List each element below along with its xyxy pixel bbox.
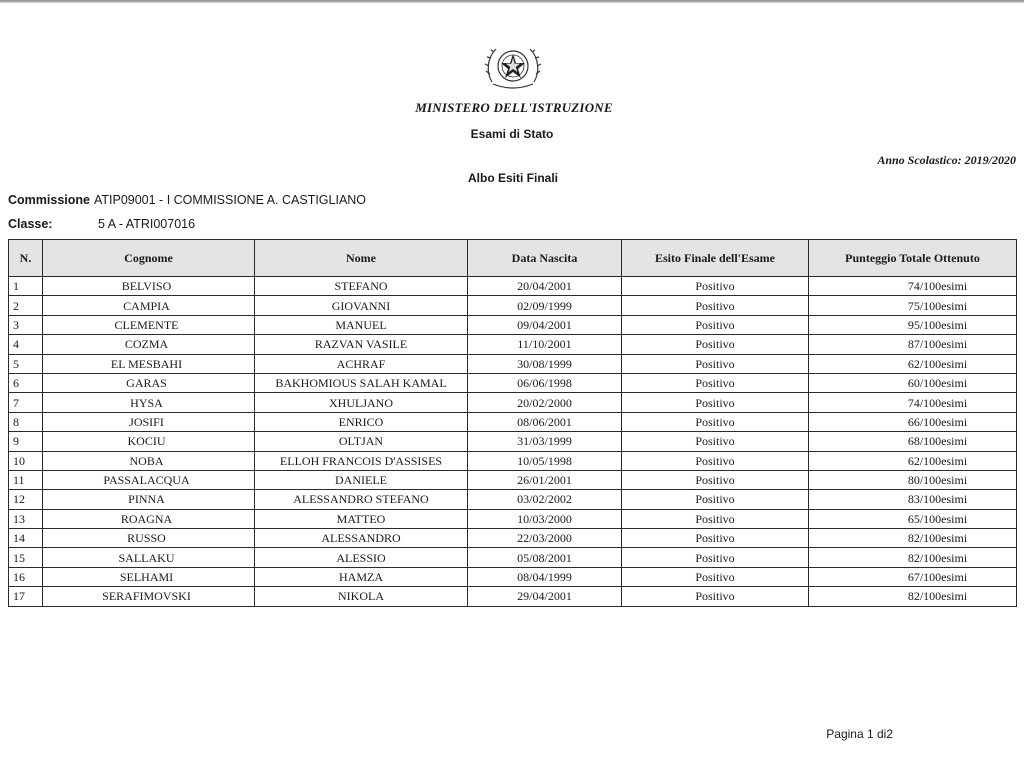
table-row xyxy=(9,529,1017,548)
row-number: 4 xyxy=(9,335,43,354)
table-row xyxy=(9,490,1017,509)
table-row xyxy=(9,548,1017,567)
student-surname: KOCIU xyxy=(43,432,255,451)
table-row xyxy=(9,451,1017,470)
student-surname: CAMPIA xyxy=(43,296,255,315)
birth-date: 09/04/2001 xyxy=(468,315,622,334)
table-row xyxy=(9,412,1017,431)
exam-result: Positivo xyxy=(622,335,809,354)
exam-result: Positivo xyxy=(622,373,809,392)
class-label: Classe: xyxy=(8,217,53,231)
table-row xyxy=(9,296,1017,315)
row-number: 5 xyxy=(9,354,43,373)
commission-label: Commissione xyxy=(8,193,90,207)
total-score: 87/100esimi xyxy=(809,335,1017,354)
exam-result: Positivo xyxy=(622,393,809,412)
document-title: Albo Esiti Finali xyxy=(467,171,558,185)
birth-date: 08/04/1999 xyxy=(468,567,622,586)
birth-date: 31/03/1999 xyxy=(468,432,622,451)
birth-date: 22/03/2000 xyxy=(468,529,622,548)
row-number: 3 xyxy=(9,315,43,334)
column-header-name: Nome xyxy=(255,240,468,277)
student-name: STEFANO xyxy=(255,277,468,296)
exam-result: Positivo xyxy=(622,509,809,528)
total-score: 62/100esimi xyxy=(809,451,1017,470)
exam-result: Positivo xyxy=(622,470,809,489)
birth-date: 03/02/2002 xyxy=(468,490,622,509)
student-surname: PASSALACQUA xyxy=(43,470,255,489)
ministry-title: MINISTERO DELL'ISTRUZIONE xyxy=(415,100,613,115)
class-line xyxy=(8,217,195,231)
student-surname: BELVISO xyxy=(43,277,255,296)
student-name: RAZVAN VASILE xyxy=(255,335,468,354)
page-number: Pagina 1 di2 xyxy=(826,727,893,741)
birth-date: 02/09/1999 xyxy=(468,296,622,315)
total-score: 74/100esimi xyxy=(809,393,1017,412)
student-name: ALESSANDRO STEFANO xyxy=(255,490,468,509)
student-surname: CLEMENTE xyxy=(43,315,255,334)
exam-result: Positivo xyxy=(622,412,809,431)
row-number: 17 xyxy=(9,587,43,606)
exam-result: Positivo xyxy=(622,490,809,509)
table-row xyxy=(9,354,1017,373)
student-name: HAMZA xyxy=(255,567,468,586)
student-surname: SERAFIMOVSKI xyxy=(43,587,255,606)
exam-result: Positivo xyxy=(622,529,809,548)
table-body xyxy=(9,277,1017,607)
total-score: 67/100esimi xyxy=(809,567,1017,586)
student-surname: RUSSO xyxy=(43,529,255,548)
row-number: 16 xyxy=(9,567,43,586)
column-header-birth-date: Data Nascita xyxy=(468,240,622,277)
table-row xyxy=(9,509,1017,528)
table-row xyxy=(9,587,1017,606)
student-name: OLTJAN xyxy=(255,432,468,451)
student-surname: GARAS xyxy=(43,373,255,392)
row-number: 7 xyxy=(9,393,43,412)
student-surname: EL MESBAHI xyxy=(43,354,255,373)
exams-subtitle: Esami di Stato xyxy=(470,127,554,141)
table-row xyxy=(9,567,1017,586)
student-name: ACHRAF xyxy=(255,354,468,373)
total-score: 82/100esimi xyxy=(809,529,1017,548)
total-score: 74/100esimi xyxy=(809,277,1017,296)
student-surname: COZMA xyxy=(43,335,255,354)
table-header-row xyxy=(9,240,1017,277)
row-number: 14 xyxy=(9,529,43,548)
student-name: BAKHOMIOUS SALAH KAMAL xyxy=(255,373,468,392)
birth-date: 26/01/2001 xyxy=(468,470,622,489)
student-surname: SELHAMI xyxy=(43,567,255,586)
birth-date: 30/08/1999 xyxy=(468,354,622,373)
table-row xyxy=(9,277,1017,296)
commission-value: ATIP09001 - I COMMISSIONE A. CASTIGLIANO xyxy=(93,193,367,207)
column-header-exam-result: Esito Finale dell'Esame xyxy=(622,240,809,277)
class-value: 5 A - ATRI007016 xyxy=(98,217,196,231)
birth-date: 05/08/2001 xyxy=(468,548,622,567)
scan-top-edge xyxy=(0,0,1024,3)
total-score: 82/100esimi xyxy=(809,548,1017,567)
total-score: 80/100esimi xyxy=(809,470,1017,489)
table-row xyxy=(9,315,1017,334)
student-name: ALESSIO xyxy=(255,548,468,567)
column-header-surname: Cognome xyxy=(43,240,255,277)
birth-date: 08/06/2001 xyxy=(468,412,622,431)
student-surname: ROAGNA xyxy=(43,509,255,528)
total-score: 60/100esimi xyxy=(809,373,1017,392)
column-header-number: N. xyxy=(9,240,43,277)
school-year: Anno Scolastico: 2019/2020 xyxy=(877,153,1016,167)
commission-line xyxy=(8,193,366,207)
total-score: 75/100esimi xyxy=(809,296,1017,315)
exam-result: Positivo xyxy=(622,354,809,373)
row-number: 11 xyxy=(9,470,43,489)
italian-republic-emblem-icon xyxy=(484,38,542,96)
exam-result: Positivo xyxy=(622,277,809,296)
row-number: 12 xyxy=(9,490,43,509)
student-name: GIOVANNI xyxy=(255,296,468,315)
exam-result: Positivo xyxy=(622,296,809,315)
total-score: 83/100esimi xyxy=(809,490,1017,509)
total-score: 66/100esimi xyxy=(809,412,1017,431)
row-number: 1 xyxy=(9,277,43,296)
student-name: MATTEO xyxy=(255,509,468,528)
row-number: 2 xyxy=(9,296,43,315)
table-row xyxy=(9,432,1017,451)
total-score: 62/100esimi xyxy=(809,354,1017,373)
row-number: 15 xyxy=(9,548,43,567)
total-score: 82/100esimi xyxy=(809,587,1017,606)
total-score: 95/100esimi xyxy=(809,315,1017,334)
row-number: 8 xyxy=(9,412,43,431)
student-surname: JOSIFI xyxy=(43,412,255,431)
column-header-total-score: Punteggio Totale Ottenuto xyxy=(809,240,1017,277)
total-score: 65/100esimi xyxy=(809,509,1017,528)
table-row xyxy=(9,393,1017,412)
birth-date: 29/04/2001 xyxy=(468,587,622,606)
table-row xyxy=(9,335,1017,354)
birth-date: 10/03/2000 xyxy=(468,509,622,528)
row-number: 13 xyxy=(9,509,43,528)
student-surname: SALLAKU xyxy=(43,548,255,567)
row-number: 6 xyxy=(9,373,43,392)
birth-date: 11/10/2001 xyxy=(468,335,622,354)
results-table xyxy=(8,239,1017,607)
exam-result: Positivo xyxy=(622,432,809,451)
exam-result: Positivo xyxy=(622,548,809,567)
student-surname: PINNA xyxy=(43,490,255,509)
table-row xyxy=(9,470,1017,489)
exam-result: Positivo xyxy=(622,451,809,470)
student-name: ENRICO xyxy=(255,412,468,431)
total-score: 68/100esimi xyxy=(809,432,1017,451)
row-number: 9 xyxy=(9,432,43,451)
student-name: MANUEL xyxy=(255,315,468,334)
table-row xyxy=(9,373,1017,392)
birth-date: 10/05/1998 xyxy=(468,451,622,470)
exam-result: Positivo xyxy=(622,567,809,586)
student-name: ALESSANDRO xyxy=(255,529,468,548)
birth-date: 06/06/1998 xyxy=(468,373,622,392)
exam-result: Positivo xyxy=(622,587,809,606)
birth-date: 20/02/2000 xyxy=(468,393,622,412)
row-number: 10 xyxy=(9,451,43,470)
student-name: XHULJANO xyxy=(255,393,468,412)
student-surname: HYSA xyxy=(43,393,255,412)
birth-date: 20/04/2001 xyxy=(468,277,622,296)
student-name: ELLOH FRANCOIS D'ASSISES xyxy=(255,451,468,470)
student-name: NIKOLA xyxy=(255,587,468,606)
student-surname: NOBA xyxy=(43,451,255,470)
student-name: DANIELE xyxy=(255,470,468,489)
exam-result: Positivo xyxy=(622,315,809,334)
